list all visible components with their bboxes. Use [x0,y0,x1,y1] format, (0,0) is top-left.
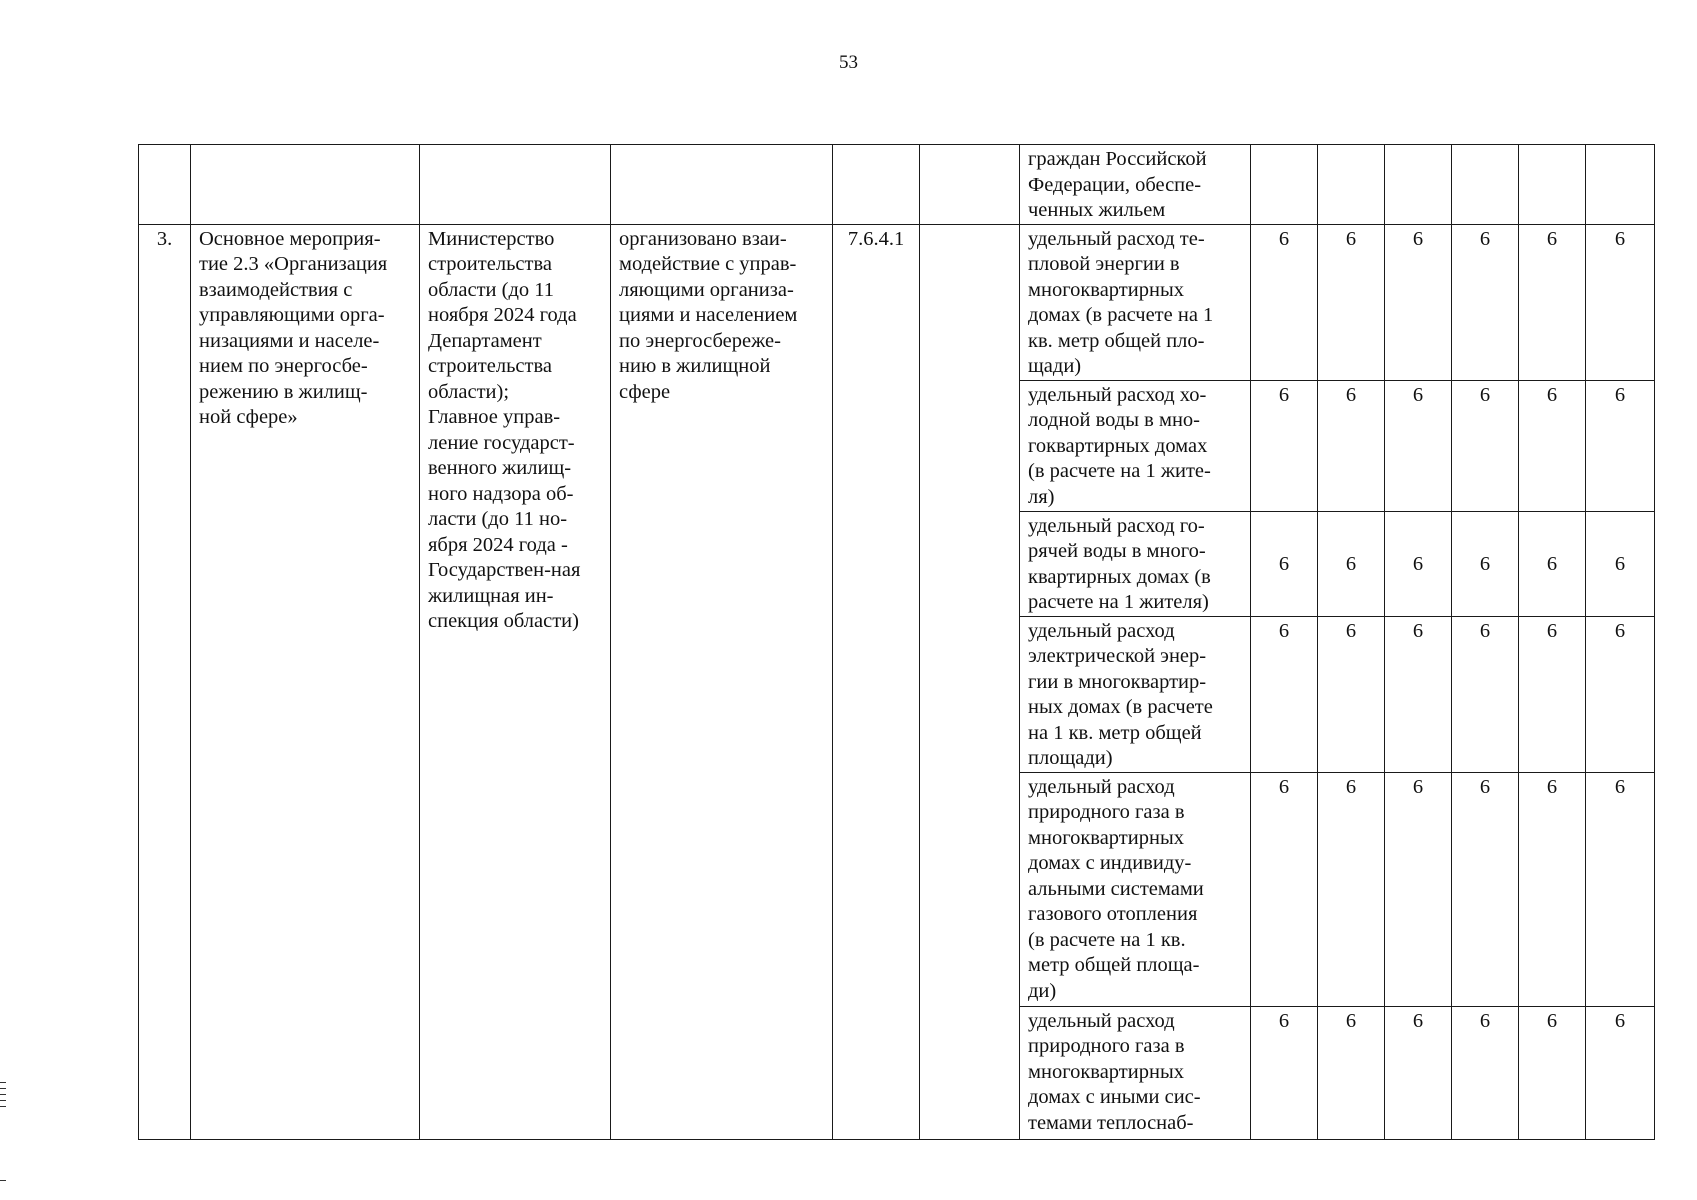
table-cell [1519,145,1586,225]
page-number: 53 [839,52,858,73]
value-cell: 6 [1251,1006,1318,1139]
result-text: организовано взаи- модействие с управ- ляющими организа- циями и населением по энергосбереже- нию в жилищной сфере [619,227,798,403]
continued-row [139,145,1655,225]
indicator-text: удельный расход природного газа в многоквартирных домах с индивиду- альными системами газового отопления (в расчете на 1 кв. метр общей площа- ди) [1028,775,1204,1002]
indicator-cell [1020,772,1251,1006]
value-cell: 6 [1318,224,1385,380]
result-cell [611,224,833,1139]
value-cell: 6 [1519,511,1586,616]
value-cell: 6 [1519,772,1586,1006]
value-cell: 6 [1385,511,1452,616]
value-cell: 6 [1318,772,1385,1006]
value-cell: 6 [1251,224,1318,380]
value-cell: 6 [1385,224,1452,380]
value-cell: 6 [1452,616,1519,772]
table-cell [420,145,611,225]
table-cell [833,145,920,225]
value-cell: 6 [1251,616,1318,772]
value-cell: 6 [1519,616,1586,772]
value-cell: 6 [1385,1006,1452,1139]
indicator-text: удельный расход го- рячей воды в много- квартирных домах (в расчете на 1 жителя) [1028,514,1211,613]
table-cell [1586,145,1655,225]
value-cell: 6 [1519,1006,1586,1139]
empty-cell [920,224,1020,1139]
value-cell: 6 [1586,224,1655,380]
value-cell: 6 [1385,380,1452,511]
indicator-cell [1020,1006,1251,1139]
indicator-text: удельный расход электрической энер- гии в многоквартир- ных домах (в расчете на 1 кв. метр общей площади) [1028,619,1213,769]
table-row [139,224,1655,380]
table-cell [191,145,420,225]
table-cell [1452,145,1519,225]
value-cell: 6 [1586,380,1655,511]
value-cell: 6 [1251,511,1318,616]
measures-table [138,144,1655,1140]
executor-cell [420,224,611,1139]
value-cell: 6 [1519,224,1586,380]
indicator-text: удельный расход природного газа в многоквартирных домах с иными сис- темами теплоснаб- [1028,1009,1201,1134]
value-cell: 6 [1318,511,1385,616]
indicator-text: удельный расход те- пловой энергии в многоквартирных домах (в расчете на 1 кв. метр общей пло- щади) [1028,227,1214,377]
value-cell: 6 [1385,772,1452,1006]
value-cell: 6 [1452,380,1519,511]
value-cell: 6 [1251,772,1318,1006]
value-cell: 6 [1318,380,1385,511]
indicator-cell [1020,616,1251,772]
value-cell: 6 [1452,772,1519,1006]
table-cell [920,145,1020,225]
indicator-text: удельный расход хо- лодной воды в мно- гоквартирных домах (в расчете на 1 жите- ля) [1028,383,1211,508]
value-cell: 6 [1385,616,1452,772]
table-cell [1251,145,1318,225]
indicator-cell [1020,380,1251,511]
table-cell [1385,145,1452,225]
row-number: 3. [139,224,191,1139]
code-cell: 7.6.4.1 [833,224,920,1139]
table-cell [139,145,191,225]
value-cell: 6 [1318,1006,1385,1139]
value-cell: 6 [1452,511,1519,616]
indicator-cell [1020,511,1251,616]
value-cell: 6 [1586,772,1655,1006]
value-cell: 6 [1519,380,1586,511]
table-cell [1318,145,1385,225]
value-cell: 6 [1452,224,1519,380]
margin-mark [0,1100,6,1101]
value-cell: 6 [1586,511,1655,616]
margin-mark [0,1088,6,1089]
table-cell [611,145,833,225]
indicator-text: граждан Российской Федерации, обеспе- ченных жильем [1028,148,1207,221]
value-cell: 6 [1318,616,1385,772]
value-cell: 6 [1452,1006,1519,1139]
executor-text: Министерство строительства области (до 11 ноября 2024 года Департамент строительства области); Главное управ- ление государст- венного жилищ- ного надзора об- ласти (до 11 но- ября 2024 года - Государствен-ная жилищная ин- спекция области) [428,227,581,632]
measure-cell [191,224,420,1139]
margin-mark [0,1180,6,1181]
margin-mark [0,1094,6,1095]
value-cell: 6 [1586,616,1655,772]
value-cell: 6 [1586,1006,1655,1139]
value-cell: 6 [1251,380,1318,511]
indicator-cell [1020,224,1251,380]
indicator-cell [1020,145,1251,225]
measure-text: Основное мероприя- тие 2.3 «Организация взаимодействия с управляющими орга- низациями и населе- нием по энергосбе- режению в жилищ- ной сфере» [199,227,388,428]
margin-mark [0,1106,6,1107]
margin-mark [0,1082,6,1083]
